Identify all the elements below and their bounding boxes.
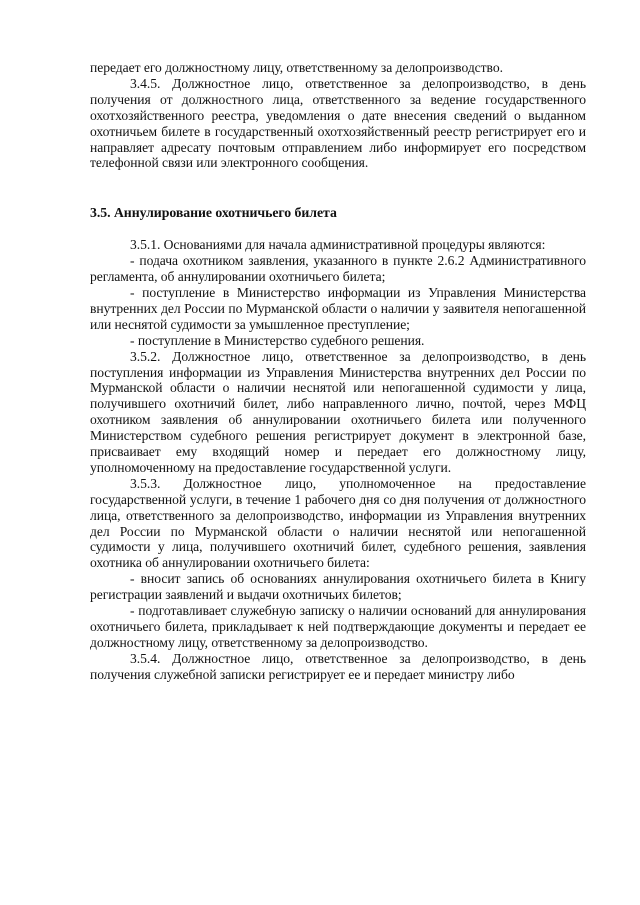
list-item-memo: - подготавливает служебную записку о наличии оснований для аннулирования охотничьего билета, прикладывает к ней подтверждающие документы и передает ее должностному лицу, ответственному за делопроизводство. [90,603,586,650]
paragraph-3-5-3: 3.5.3. Должностное лицо, уполномоченное на предоставление государственной услуги, в течение 1 рабочего дня со дня получения от должностного лица, ответственного за делопроизводство, информации из Управления внутренних дел России по Мурманской области о наличии неснятой или непогашенной судимости у лица, получившего охотничий билет, судебного решения, заявления охотника об аннулировании охотничьего билета: [90,475,586,571]
paragraph-3-5-1: 3.5.1. Основаниями для начала административной процедуры являются: [130,237,546,253]
paragraph-3-5-4: 3.5.4. Должностное лицо, ответственное за делопроизводство, в день получения служебной записки регистрирует ее и передает министру либо [90,650,586,682]
paragraph-continuation: передает его должностному лицу, ответственному за делопроизводство. [90,60,503,75]
list-item-police-info: - поступление в Министерство информации из Управления Министерства внутренних дел России по Мурманской области о наличии у заявителя непогашенной или неснятой судимости за умышленное преступление; [90,284,586,332]
list-item-record: - вносит запись об основаниях аннулирования охотничьего билета в Книгу регистрации заявлений и выдачи охотничьих билетов; [90,571,586,603]
paragraph-3-5-2: 3.5.2. Должностное лицо, ответственное за делопроизводство, в день поступления информации из Управления Министерства внутренних дел России по Мурманской области о наличии неснятой или непогашенной судимости у лица, получившего охотничий билет, либо направленного лично, почтой, через МФЦ охотником заявления об аннулировании охотничьего билета или полученного Министерством судебного решения регистрирует документ в электронной базе, присваивает ему входящий номер и передает его должностному лицу, уполномоченному на предоставление государственной услуги. [90,348,586,475]
list-item-application: - подача охотником заявления, указанного в пункте 2.6.2 Административного регламента, об аннулировании охотничьего билета; [90,253,586,285]
section-heading: 3.5. Аннулирование охотничьего билета [90,205,337,221]
paragraph-3-4-5: 3.4.5. Должностное лицо, ответственное за делопроизводство, в день получения от должностного лица, ответственного за ведение государственного охотхозяйственного реестра, уведомления о дате внесения сведений о выданном охотничьем билете в государственный охотхозяйственный реестр регистрирует его и направляет адресату почтовым отправлением либо информирует его посредством телефонной связи или электронного сообщения. [90,75,586,171]
list-item-court-decision: - поступление в Министерство судебного решения. [130,332,425,348]
